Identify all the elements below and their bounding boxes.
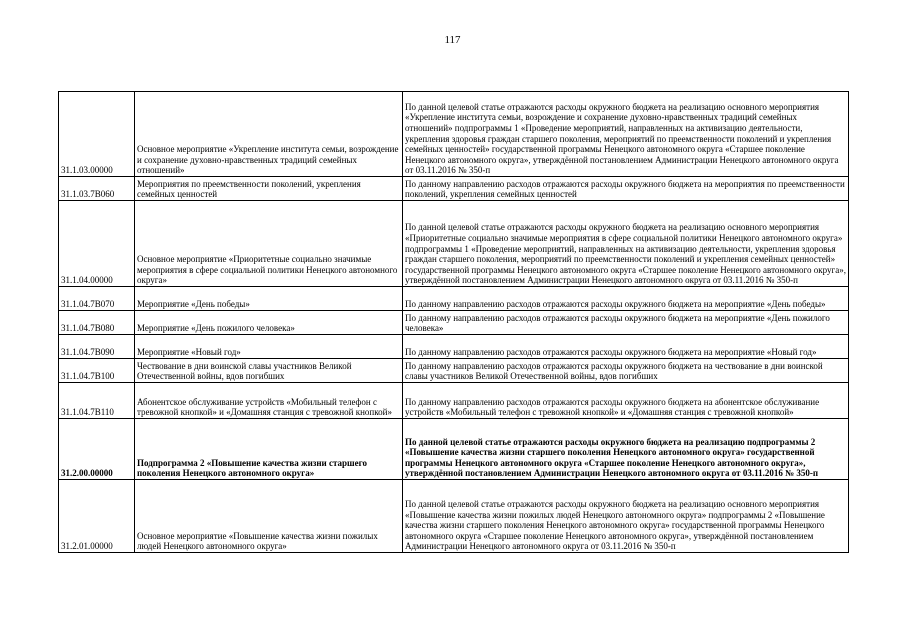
row-description: По данному направлению расходов отражаются расходы окружного бюджета на абонентское обслуживание устройств «Мобильный телефон с тревожной кнопкой» и «Домашняя станция с тревожной кнопкой»	[403, 383, 849, 419]
table-row	[59, 311, 849, 335]
row-description: По данной целевой статье отражаются расходы окружного бюджета на реализацию основного мероприятия «Повышение качества жизни пожилых людей Ненецкого автономного округа» подпрограммы 2 «Повышение качества жизни старшего поколения Ненецкого автономного округа» государственной программы Ненецкого автономного округа «Старшее поколение Ненецкого автономного округа», утверждённой постановлением Администрации Ненецкого автономного округа от 03.11.2016 № 350-п	[403, 480, 849, 553]
row-name: Мероприятие «Новый год»	[135, 335, 403, 359]
row-code: 31.2.01.00000	[59, 480, 135, 553]
row-code: 31.1.03.7В060	[59, 177, 135, 201]
page-number: 117	[444, 34, 461, 46]
row-description: По данному направлению расходов отражаются расходы окружного бюджета на мероприятие «День пожилого человека»	[403, 311, 849, 335]
table-row	[59, 201, 849, 287]
row-name: Основное мероприятие «Приоритетные социально значимые мероприятия в сфере социальной политики Ненецкого автономного округа»	[135, 201, 403, 287]
row-name: Абонентское обслуживание устройств «Мобильный телефон с тревожной кнопкой» и «Домашняя станция с тревожной кнопкой»	[135, 383, 403, 419]
row-name: Основное мероприятие «Укрепление института семьи, возрождение и сохранение духовно-нравственных традиций семейных отношений»	[135, 92, 403, 177]
row-description: По данному направлению расходов отражаются расходы окружного бюджета на мероприятие «День победы»	[403, 287, 849, 311]
table-row	[59, 287, 849, 311]
row-name: Мероприятия по преемственности поколений, укрепления семейных ценностей	[135, 177, 403, 201]
row-code: 31.1.04.7В110	[59, 383, 135, 419]
table-row	[59, 335, 849, 359]
row-name: Чествование в дни воинской славы участников Великой Отечественной войны, вдов погибших	[135, 359, 403, 383]
table-row	[59, 419, 849, 480]
row-description: По данному направлению расходов отражаются расходы окружного бюджета на мероприятие «Новый год»	[403, 335, 849, 359]
row-code: 31.1.04.7В080	[59, 311, 135, 335]
row-description: По данной целевой статье отражаются расходы окружного бюджета на реализацию подпрограммы 2 «Повышение качества жизни старшего поколения Ненецкого автономного округа» государственной программы Ненецкого автономного округа «Старшее поколение Ненецкого автономного округа», утверждённой постановлением Администрации Ненецкого автономного округа от 03.11.2016 № 350-п	[403, 419, 849, 480]
row-name: Основное мероприятие «Повышение качества жизни пожилых людей Ненецкого автономного округа»	[135, 480, 403, 553]
row-code: 31.2.00.00000	[59, 419, 135, 480]
row-description: По данной целевой статье отражаются расходы окружного бюджета на реализацию основного мероприятия «Приоритетные социально значимые мероприятия в сфере социальной политики Ненецкого автономного округа» подпрограммы 1 «Проведение мероприятий, направленных на активизацию деятельности, укрепления здоровья граждан старшего поколения, мероприятий по преемственности поколений и укрепления семейных ценностей» государственной программы Ненецкого автономного округа «Старшее поколение Ненецкого автономного округа», утверждённой постановлением Администрации Ненецкого автономного округа от 03.11.2016 № 350-п	[403, 201, 849, 287]
row-name: Мероприятие «День победы»	[135, 287, 403, 311]
table-row	[59, 480, 849, 553]
row-code: 31.1.04.00000	[59, 201, 135, 287]
row-description: По данной целевой статье отражаются расходы окружного бюджета на реализацию основного мероприятия «Укрепление института семьи, возрождение и сохранение духовно-нравственных традиций семейных отношений» подпрограммы 1 «Проведение мероприятий, направленных на активизацию деятельности, укрепления здоровья граждан старшего поколения, мероприятий по преемственности поколений и укрепления семейных ценностей» государственной программы Ненецкого автономного округа «Старшее поколение Ненецкого автономного округа», утверждённой постановлением Администрации Ненецкого автономного округа от 03.11.2016 № 350-п	[403, 92, 849, 177]
row-description: По данному направлению расходов отражаются расходы окружного бюджета на мероприятия по преемственности поколений, укрепления семейных ценностей	[403, 177, 849, 201]
table-row	[59, 383, 849, 419]
row-code: 31.1.03.00000	[59, 92, 135, 177]
table-row	[59, 177, 849, 201]
row-code: 31.1.04.7В070	[59, 287, 135, 311]
row-name: Подпрограмма 2 «Повышение качества жизни старшего поколения Ненецкого автономного округа»	[135, 419, 403, 480]
row-code: 31.1.04.7В090	[59, 335, 135, 359]
table-row	[59, 359, 849, 383]
budget-classification-table	[58, 91, 849, 553]
row-description: По данному направлению расходов отражаются расходы окружного бюджета на чествование в дни воинской славы участников Великой Отечественной войны, вдов погибших	[403, 359, 849, 383]
row-name: Мероприятие «День пожилого человека»	[135, 311, 403, 335]
table-row	[59, 92, 849, 177]
row-code: 31.1.04.7В100	[59, 359, 135, 383]
